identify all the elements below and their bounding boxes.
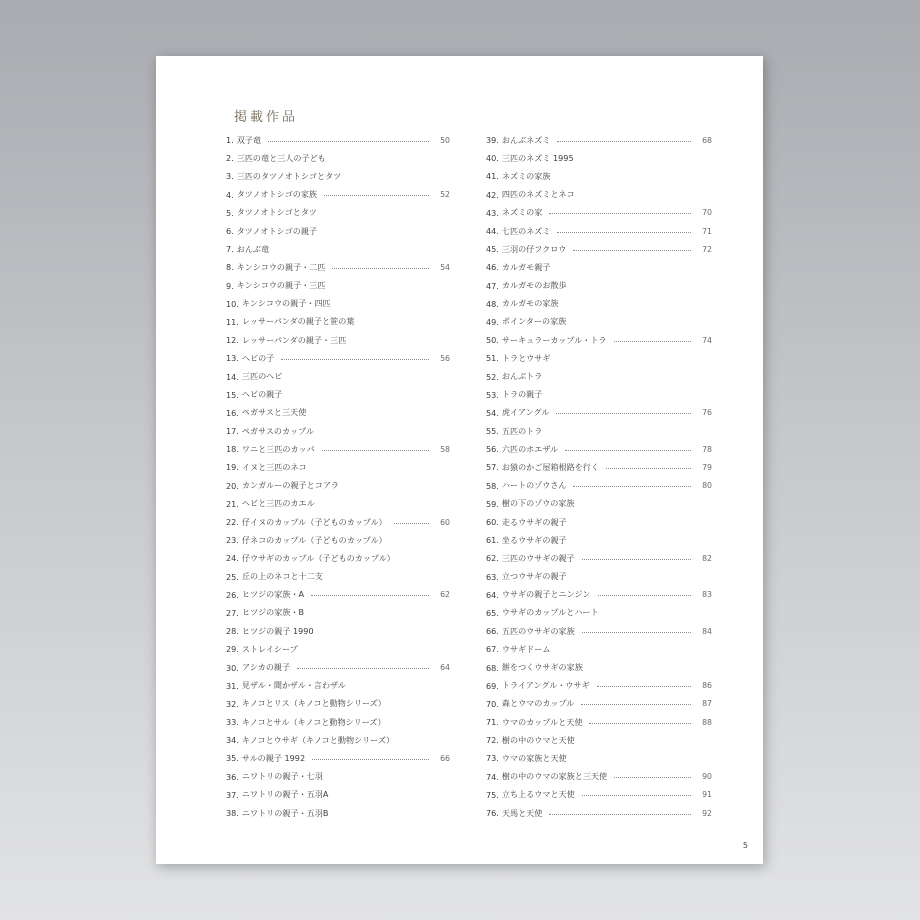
work-page-number: 52 (440, 190, 450, 200)
work-number: 14. (226, 371, 239, 382)
work-page-number: 88 (702, 717, 712, 727)
work-page-number: 79 (702, 462, 712, 472)
work-number: 75. (486, 789, 499, 800)
work-entry (226, 568, 450, 586)
work-page-number: 80 (702, 481, 712, 491)
work-title: ウサギドーム (501, 643, 551, 654)
work-entry (226, 749, 450, 767)
work-title: 七匹のネズミ (501, 225, 551, 236)
work-number: 69. (486, 680, 499, 691)
work-page-number: 64 (440, 663, 450, 673)
work-entry (226, 677, 450, 695)
work-number: 19. (226, 462, 239, 473)
work-title: タツノオトシゴの家族 (236, 189, 318, 200)
work-entry (486, 640, 712, 658)
work-number: 4. (226, 189, 234, 200)
work-title: 仔ネコのカップル（子どものカップル） (241, 534, 387, 545)
work-title: 三匹のヘビ (241, 371, 283, 382)
work-number: 38. (226, 808, 239, 819)
work-number: 64. (486, 589, 499, 600)
work-entry (486, 713, 712, 731)
work-title: 丘の上のネコと十二支 (241, 571, 323, 582)
work-title: カンガルーの親子とコアラ (241, 480, 340, 491)
work-number: 57. (486, 462, 499, 473)
work-number: 23. (226, 535, 239, 546)
work-number: 7. (226, 244, 234, 255)
work-title: 坐るウサギの親子 (501, 534, 567, 545)
dot-leader (614, 777, 691, 778)
work-title: キノコとリス（キノコと動物シリーズ） (241, 698, 386, 709)
work-entry (226, 786, 450, 804)
work-page-number: 60 (440, 517, 450, 527)
work-page-number: 78 (702, 444, 712, 454)
work-title: キノコとウサギ（キノコと動物シリーズ） (241, 734, 395, 745)
work-title: ペガサスのカップル (241, 425, 314, 436)
work-number: 22. (226, 517, 239, 528)
work-number: 35. (226, 753, 239, 764)
work-page-number: 92 (702, 808, 712, 818)
work-entry (226, 386, 450, 404)
works-list-left (226, 131, 450, 822)
work-entry (226, 531, 450, 549)
work-title: イヌと三匹のネコ (241, 461, 307, 472)
work-number: 70. (486, 698, 499, 709)
work-number: 52. (486, 371, 499, 382)
work-number: 47. (486, 280, 499, 291)
work-entry (226, 513, 450, 531)
work-number: 34. (226, 735, 239, 746)
work-title: 六匹のホエザル (501, 443, 559, 454)
work-entry (486, 240, 712, 258)
work-page-number: 54 (440, 262, 450, 272)
work-page-number: 82 (702, 553, 712, 563)
work-number: 9. (226, 280, 234, 291)
work-number: 60. (486, 517, 499, 528)
work-title: 見ザル・聞かザル・言わザル (241, 680, 346, 691)
dot-leader (598, 595, 691, 596)
work-title: 三匹のウサギの親子 (501, 552, 575, 563)
work-entry (486, 440, 712, 458)
work-number: 36. (226, 771, 239, 782)
dot-leader (312, 759, 429, 760)
work-entry (486, 549, 712, 567)
work-number: 44. (486, 226, 499, 237)
work-page-number: 56 (440, 353, 450, 363)
work-number: 49. (486, 316, 499, 327)
work-title: 立つウサギの親子 (501, 571, 567, 582)
work-title: カルガモ親子 (501, 261, 551, 272)
work-number: 61. (486, 535, 499, 546)
work-title: 三羽の仔フクロウ (501, 243, 567, 254)
work-number: 62. (486, 553, 499, 564)
work-page-number: 91 (702, 790, 712, 800)
work-title: ヘビと三匹のカエル (241, 498, 315, 509)
work-number: 41. (486, 171, 499, 182)
dot-leader (332, 268, 429, 269)
work-title: キンシコウの親子・三匹 (236, 280, 326, 291)
work-number: 40. (486, 153, 499, 164)
work-page-number: 71 (702, 226, 712, 236)
work-entry (226, 640, 450, 658)
work-page-number: 72 (702, 244, 712, 254)
work-number: 56. (486, 444, 499, 455)
dot-leader (281, 359, 429, 360)
dot-leader (557, 141, 691, 142)
work-number: 32. (226, 698, 239, 709)
work-entry (486, 804, 712, 822)
work-entry (486, 422, 712, 440)
work-title: ヘビの親子 (241, 389, 283, 400)
work-page-number: 50 (440, 135, 450, 145)
work-entry (486, 695, 712, 713)
work-entry (226, 622, 450, 640)
work-page-number: 70 (702, 208, 712, 218)
work-title: ニワトリの親子・五羽A (241, 789, 329, 800)
work-page-number: 84 (702, 626, 712, 636)
work-title: タツノオトシゴとタツ (236, 207, 317, 218)
work-entry (226, 131, 450, 149)
work-entry (226, 167, 450, 185)
work-entry (486, 586, 712, 604)
work-entry (226, 440, 450, 458)
work-number: 67. (486, 644, 499, 655)
work-title: 森とウマのカップル (501, 698, 575, 709)
work-title: キノコとサル（キノコと動物シリーズ） (241, 716, 386, 727)
work-page-number: 90 (702, 772, 712, 782)
work-page-number: 58 (440, 444, 450, 454)
work-number: 53. (486, 389, 499, 400)
work-entry (486, 495, 712, 513)
dot-leader (311, 595, 429, 596)
work-title: 餅をつくウサギの家族 (501, 662, 583, 673)
dot-leader (589, 723, 691, 724)
work-title: サルの親子 1992 (241, 752, 306, 763)
dot-leader (614, 341, 691, 342)
work-entry (486, 204, 712, 222)
work-title: おんぶトラ (501, 371, 543, 382)
work-title: 樹の中のウマの家族と三天使 (501, 771, 608, 782)
work-number: 76. (486, 808, 499, 819)
dot-leader (556, 413, 691, 414)
work-entry (226, 277, 450, 295)
work-entry (486, 277, 712, 295)
work-title: タツノオトシゴの親子 (236, 225, 318, 236)
work-title: ヒツジの家族・B (241, 607, 305, 618)
work-number: 18. (226, 444, 239, 455)
dot-leader (582, 632, 691, 633)
work-number: 48. (486, 298, 499, 309)
work-entry (226, 404, 450, 422)
work-entry (486, 568, 712, 586)
work-entry (486, 768, 712, 786)
work-entry (226, 495, 450, 513)
work-entry (486, 458, 712, 476)
work-number: 39. (486, 135, 499, 146)
work-number: 50. (486, 335, 499, 346)
dot-leader (549, 213, 691, 214)
work-number: 25. (226, 571, 239, 582)
work-title: 走るウサギの親子 (501, 516, 567, 527)
work-title: 四匹のネズミとネコ (501, 189, 575, 200)
work-number: 58. (486, 480, 499, 491)
work-entry (486, 677, 712, 695)
work-entry (226, 658, 450, 676)
work-number: 17. (226, 426, 239, 437)
work-entry (486, 604, 712, 622)
work-number: 30. (226, 662, 239, 673)
work-number: 72. (486, 735, 499, 746)
work-title: 五匹のトラ (501, 425, 543, 436)
work-number: 37. (226, 789, 239, 800)
work-entry (486, 349, 712, 367)
work-title: ネズミの家族 (501, 170, 551, 181)
work-entry (226, 768, 450, 786)
work-entry (226, 349, 450, 367)
work-entry (226, 222, 450, 240)
work-number: 27. (226, 607, 239, 618)
work-entry (486, 258, 712, 276)
dot-leader (573, 250, 691, 251)
work-entry (486, 331, 712, 349)
work-title: ストレイシープ (241, 643, 298, 654)
work-number: 13. (226, 353, 239, 364)
catalog-page (156, 56, 763, 864)
work-entry (486, 404, 712, 422)
work-number: 8. (226, 262, 234, 273)
work-page-number: 76 (702, 408, 712, 418)
work-number: 11. (226, 316, 239, 327)
dot-leader (557, 232, 691, 233)
work-number: 15. (226, 389, 239, 400)
work-title: お猿のかご屋箱根路を行く (501, 461, 600, 472)
work-entry (226, 458, 450, 476)
work-title: ネズミの家 (501, 207, 543, 218)
work-number: 59. (486, 498, 499, 509)
work-title: レッサーパンダの親子・三匹 (241, 334, 347, 345)
work-entry (486, 131, 712, 149)
work-entry (486, 222, 712, 240)
work-number: 46. (486, 262, 499, 273)
dot-leader (322, 450, 429, 451)
work-title: ヒツジの家族・A (241, 589, 305, 600)
work-title: 三匹のタツノオトシゴとタツ (236, 170, 342, 181)
work-entry (486, 531, 712, 549)
work-number: 5. (226, 207, 234, 218)
work-entry (226, 731, 450, 749)
work-title: トライアングル・ウサギ (501, 680, 590, 691)
work-title: ワニと三匹のカッパ (241, 443, 315, 454)
work-number: 12. (226, 335, 239, 346)
work-number: 1. (226, 135, 234, 146)
work-title: ウマの家族と天使 (501, 752, 567, 763)
work-title: 仔ウサギのカップル（子どものカップル） (241, 552, 395, 563)
work-entry (486, 167, 712, 185)
work-entry (226, 240, 450, 258)
work-title: 虎イアングル (501, 407, 550, 418)
work-entry (226, 313, 450, 331)
work-title: ニワトリの親子・七羽 (241, 771, 323, 782)
work-number: 16. (226, 407, 239, 418)
work-title: ウマのカップルと天使 (501, 716, 583, 727)
work-page-number: 62 (440, 590, 450, 600)
work-number: 20. (226, 480, 239, 491)
dot-leader (581, 704, 691, 705)
work-title: 樹の下のゾウの家族 (501, 498, 575, 509)
work-number: 42. (486, 189, 499, 200)
work-number: 65. (486, 607, 499, 618)
work-number: 2. (226, 153, 234, 164)
dot-leader (606, 468, 691, 469)
work-title: 五匹のウサギの家族 (501, 625, 575, 636)
work-number: 28. (226, 626, 239, 637)
work-number: 10. (226, 298, 239, 309)
dot-leader (268, 141, 429, 142)
work-page-number: 87 (702, 699, 712, 709)
dot-leader (582, 795, 691, 796)
work-number: 63. (486, 571, 499, 582)
work-entry (226, 713, 450, 731)
work-entry (226, 295, 450, 313)
work-title: アシカの親子 (241, 662, 291, 673)
works-list-right (486, 131, 712, 822)
dot-leader (597, 686, 691, 687)
work-title: ポインターの家族 (501, 316, 567, 327)
work-title: ヒツジの親子 1990 (241, 625, 314, 636)
work-entry (486, 622, 712, 640)
work-title: レッサーパンダの親子と笹の葉 (241, 316, 355, 327)
dot-leader (394, 523, 429, 524)
work-title: キンシコウの親子・二匹 (236, 261, 326, 272)
work-title: ハートのゾウさん (501, 480, 567, 491)
work-number: 74. (486, 771, 499, 782)
work-page-number: 66 (440, 753, 450, 763)
page-number: 5 (742, 841, 748, 850)
work-entry (226, 367, 450, 385)
work-title: 立ち上るウマと天使 (501, 789, 575, 800)
work-entry (226, 149, 450, 167)
dot-leader (549, 814, 691, 815)
work-title: 双子竜 (236, 134, 262, 145)
work-number: 68. (486, 662, 499, 673)
work-entry (226, 477, 450, 495)
work-entry (226, 604, 450, 622)
dot-leader (573, 486, 691, 487)
work-entry (486, 386, 712, 404)
work-title: 仔イヌのカップル（子どものカップル） (241, 516, 387, 527)
work-title: 三匹のネズミ 1995 (501, 152, 574, 163)
work-title: 樹の中のウマと天使 (501, 734, 575, 745)
work-title: ペガサスと三天使 (241, 407, 307, 418)
work-title: ウサギの親子とニンジン (501, 589, 591, 600)
work-number: 26. (226, 589, 239, 600)
dot-leader (297, 668, 429, 669)
work-entry (226, 549, 450, 567)
work-entry (486, 295, 712, 313)
work-number: 29. (226, 644, 239, 655)
work-entry (486, 149, 712, 167)
work-entry (226, 695, 450, 713)
work-title: 天馬と天使 (501, 807, 543, 818)
work-title: カルガモのお散歩 (501, 280, 567, 291)
work-title: キンシコウの親子・四匹 (241, 298, 331, 309)
work-title: 三匹の竜と三人の子ども (236, 152, 326, 163)
work-title: サーキュラーカップル・トラ (501, 334, 607, 345)
work-entry (226, 804, 450, 822)
work-page-number: 86 (702, 681, 712, 691)
work-entry (226, 258, 450, 276)
work-entry (486, 367, 712, 385)
work-entry (486, 749, 712, 767)
work-number: 21. (226, 498, 239, 509)
work-entry (486, 186, 712, 204)
work-number: 45. (486, 244, 499, 255)
work-number: 73. (486, 753, 499, 764)
work-number: 24. (226, 553, 239, 564)
work-entry (486, 786, 712, 804)
work-page-number: 83 (702, 590, 712, 600)
work-entry (486, 513, 712, 531)
work-number: 31. (226, 680, 239, 691)
work-title: ヘビの子 (241, 352, 275, 363)
work-number: 55. (486, 426, 499, 437)
work-entry (486, 731, 712, 749)
work-title: ニワトリの親子・五羽B (241, 807, 329, 818)
work-number: 3. (226, 171, 234, 182)
dot-leader (565, 450, 691, 451)
work-entry (226, 204, 450, 222)
page-title: 掲載作品 (234, 110, 299, 125)
work-entry (226, 586, 450, 604)
work-number: 33. (226, 717, 239, 728)
work-entry (486, 313, 712, 331)
work-number: 66. (486, 626, 499, 637)
work-title: トラの親子 (501, 389, 543, 400)
work-title: カルガモの家族 (501, 298, 559, 309)
work-number: 51. (486, 353, 499, 364)
work-page-number: 68 (702, 135, 712, 145)
work-number: 6. (226, 226, 234, 237)
work-title: おんぶ竜 (236, 243, 270, 254)
work-title: おんぶネズミ (501, 134, 551, 145)
work-entry (226, 331, 450, 349)
dot-leader (582, 559, 691, 560)
dot-leader (324, 195, 429, 196)
work-number: 71. (486, 717, 499, 728)
work-entry (486, 477, 712, 495)
work-title: トラとウサギ (501, 352, 551, 363)
work-number: 43. (486, 207, 499, 218)
work-title: ウサギのカップルとハート (501, 607, 599, 618)
work-page-number: 74 (702, 335, 712, 345)
work-entry (226, 186, 450, 204)
work-number: 54. (486, 407, 499, 418)
work-entry (226, 422, 450, 440)
work-entry (486, 658, 712, 676)
